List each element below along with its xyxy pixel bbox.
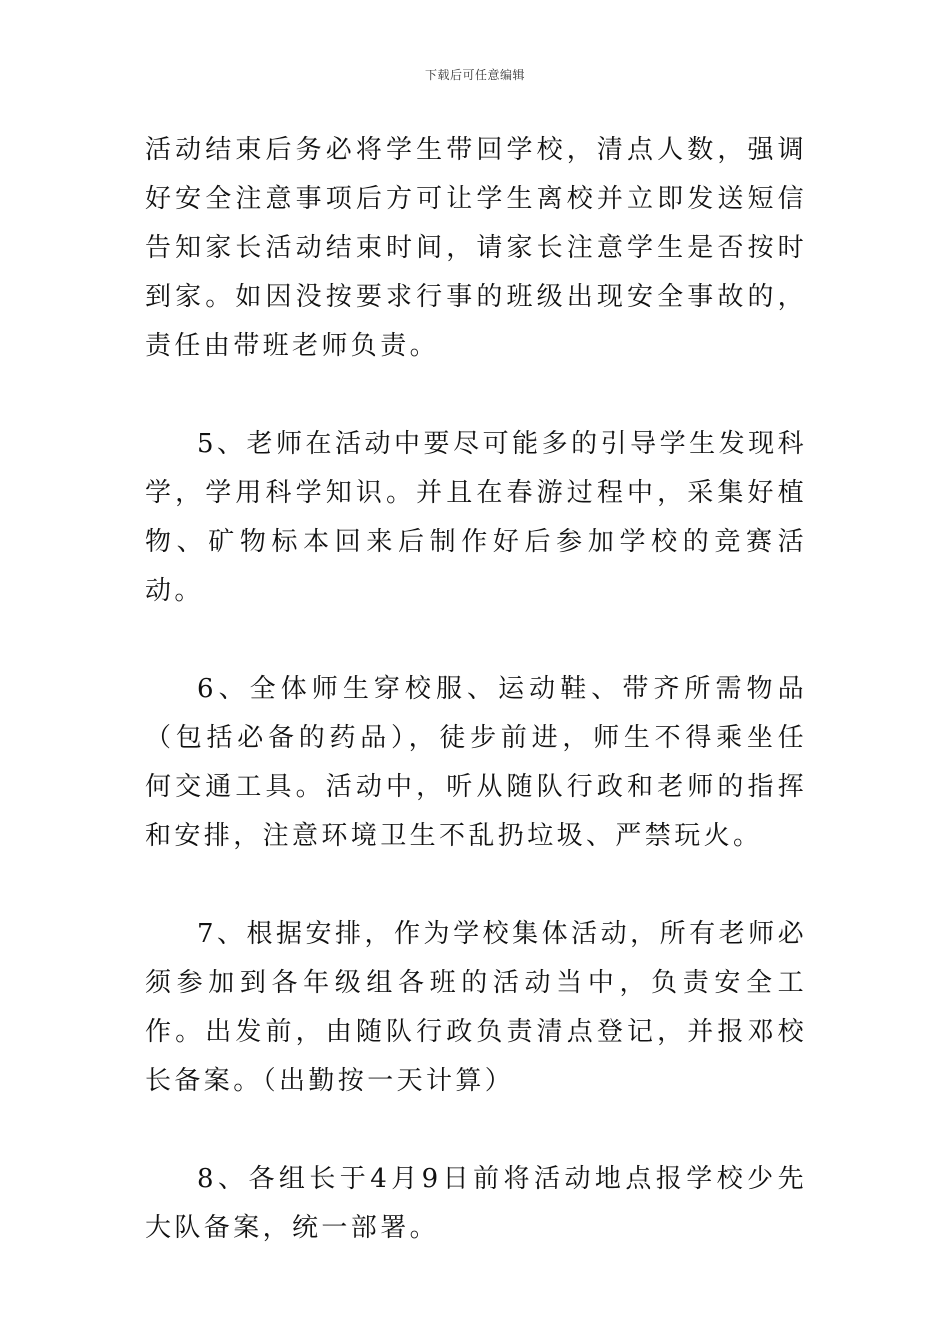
paragraph-item-7: 7、根据安排，作为学校集体活动，所有老师必须参加到各年级组各班的活动当中，负责安全工作。出发前，由随队行政负责清点登记，并报邓校长备案。（出勤按一天计算） [145,919,807,1096]
paragraph-continuation: 活动结束后务必将学生带回学校，清点人数，强调好安全注意事项后方可让学生离校并立即发送短信告知家长活动结束时间，请家长注意学生是否按时到家。如因没按要求行事的班级出现安全事故的，责任由带班老师负责。 [145,135,807,361]
paragraph-item-8: 8、各组长于4月9日前将活动地点报学校少先大队备案，统一部署。 [145,1164,807,1243]
page-header-note: 下载后可任意编辑 [424,68,525,82]
document-body [145,126,807,1253]
paragraph-item-5: 5、老师在活动中要尽可能多的引导学生发现科学，学用科学知识。并且在春游过程中，采集好植物、矿物标本回来后制作好后参加学校的竞赛活动。 [145,429,807,606]
paragraph-item-6: 6、全体师生穿校服、运动鞋、带齐所需物品（包括必备的药品），徒步前进，师生不得乘坐任何交通工具。活动中，听从随队行政和老师的指挥和安排，注意环境卫生不乱扔垃圾、严禁玩火。 [145,674,807,851]
